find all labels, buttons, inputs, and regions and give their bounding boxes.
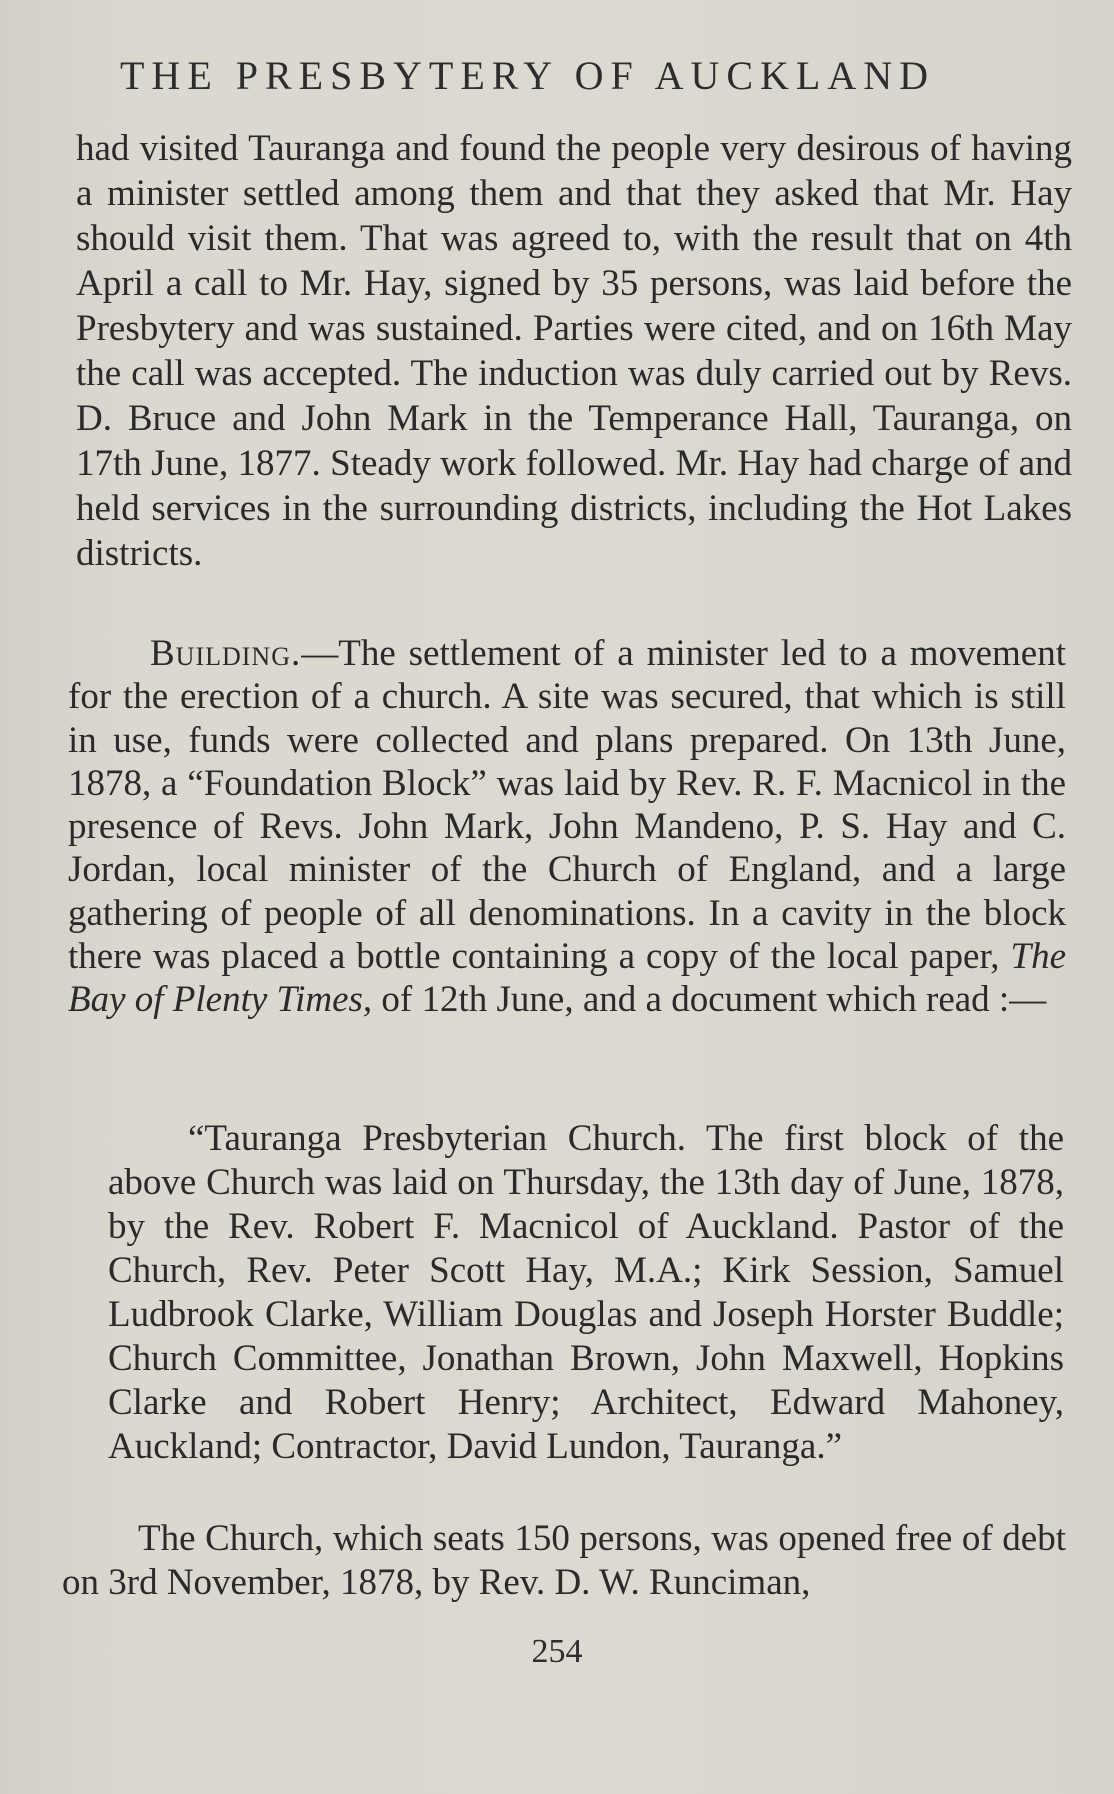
- newspaper-title: The Bay of Plenty Times,: [68, 936, 1066, 1021]
- paragraph-1: had visited Tauranga and found the people very desirous of having a minister settled among them and that they asked that Mr. Hay should visit them. That was agreed to, with the result that on 4th April a call to Mr. Hay, signed by 35 persons, was laid before the Presbytery and was sustained. Parties were cited, and on 16th May the call was accepted. The induction was duly carried out by Revs. D. Bruce and John Mark in the Temperance Hall, Tauranga, on 17th June, 1877. Steady work followed. Mr. Hay had charge of and held services in the surrounding districts, including the Hot Lakes districts.: [76, 128, 1072, 574]
- page-number: 254: [531, 1633, 583, 1670]
- paragraph-building-text-end: of 12th June, and a document which read :—: [372, 979, 1047, 1021]
- paragraph-building: [68, 632, 1066, 1022]
- paragraph-building-text: —The settlement of a minister led to a movement for the erection of a church. A site was secured, that which is still in use, funds were collected and plans prepared. On 13th June, 1878, a “Foundation Block” was laid by Rev. R. F. Macnicol in the presence of Revs. John Mark, John Mandeno, P. S. Hay and C. Jordan, local minister of the Church of England, and a large gathering of people of all denominations. In a cavity in the block there was placed a bottle containing a copy of the local paper,: [68, 633, 1066, 978]
- paragraph-3: The Church, which seats 150 persons, was opened free of debt on 3rd November, 1878, by Rev. D. W. Runciman,: [62, 1518, 1066, 1603]
- running-head: THE PRESBYTERY OF AUCKLAND: [120, 53, 936, 98]
- foundation-document-quote: “Tauranga Presbyterian Church. The first block of the above Church was laid on Thursday, the 13th day of June, 1878, by the Rev. Robert F. Macnicol of Auckland. Pastor of the Church, Rev. Peter Scott Hay, M.A.; Kirk Session, Samuel Ludbrook Clarke, William Douglas and Joseph Horster Buddle; Church Committee, Jonathan Brown, John Maxwell, Hopkins Clarke and Robert Henry; Architect, Edward Mahoney, Auckland; Contractor, David Lundon, Tauranga.”: [108, 1118, 1064, 1467]
- section-heading: Building.: [150, 633, 302, 674]
